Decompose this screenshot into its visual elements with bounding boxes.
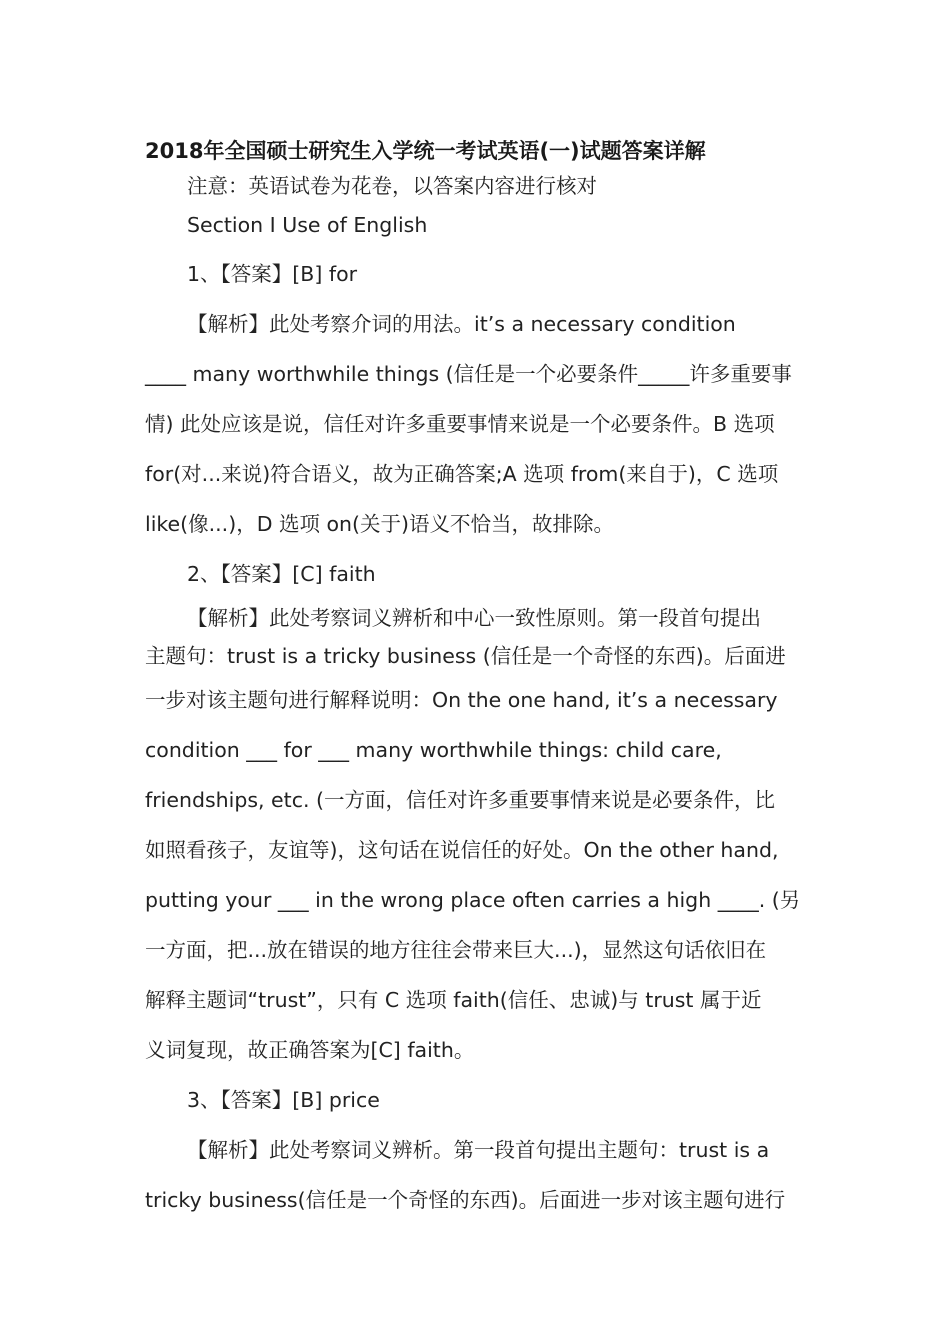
- document-body: [145, 135, 805, 1225]
- q2-line-6: 如照看孩子，友谊等)，这句话在说信任的好处。On the other hand,: [145, 838, 779, 862]
- q2-line-2: 主题句：trust is a tricky business (信任是一个奇怪的东西)。后面进: [145, 644, 786, 668]
- q1-line-4: for(对...来说)符合语义，故为正确答案;A 选项 from(来自于)，C 选项: [145, 462, 779, 486]
- section-heading: Section I Use of English: [187, 213, 428, 237]
- q2-line-5: friendships, etc. (一方面，信任对许多重要事情来说是必要条件，比: [145, 788, 776, 812]
- q2-answer: 2、【答案】[C] faith: [187, 562, 376, 586]
- q2-line-4: condition ___ for ___ many worthwhile things: child care,: [145, 738, 722, 762]
- q2-line-10: 义词复现，故正确答案为[C] faith。: [145, 1038, 475, 1062]
- q3-explanation: [145, 1125, 805, 1225]
- q3-answer: 3、【答案】[B] price: [187, 1088, 380, 1112]
- q2-line-3: 一步对该主题句进行解释说明：On the one hand, it’s a necessary: [145, 688, 778, 712]
- exam-note: 注意：英语试卷为花卷，以答案内容进行核对: [187, 174, 597, 198]
- q3-line-2: tricky business(信任是一个奇怪的东西)。后面进一步对该主题句进行: [145, 1188, 786, 1212]
- document-title: 2018年全国硕士研究生入学统一考试英语(一)试题答案详解: [145, 139, 706, 163]
- q1-line-2: ____ many worthwhile things (信任是一个必要条件_____许多重要事: [145, 362, 792, 386]
- q1-line-5: like(像...)，D 选项 on(关于)语义不恰当，故排除。: [145, 512, 615, 536]
- q2-explanation-cont: [145, 675, 805, 1075]
- q2-line-1: 【解析】此处考察词义辨析和中心一致性原则。第一段首句提出: [187, 606, 761, 630]
- q1-line-1: 【解析】此处考察介词的用法。it’s a necessary condition: [187, 312, 736, 336]
- q2-line-8: 一方面，把...放在错误的地方往往会带来巨大...)，显然这句话依旧在: [145, 938, 767, 962]
- q2-explanation: [145, 599, 805, 675]
- q1-line-3: 情) 此处应该是说，信任对许多重要事情来说是一个必要条件。B 选项: [145, 412, 775, 436]
- q2-line-7: putting your ___ in the wrong place often carries a high ____. (另: [145, 888, 801, 912]
- q3-line-1: 【解析】此处考察词义辨析。第一段首句提出主题句：trust is a: [187, 1138, 770, 1162]
- q2-line-9: 解释主题词“trust”，只有 C 选项 faith(信任、忠诚)与 trust 属于近: [145, 988, 762, 1012]
- q1-explanation: [145, 299, 805, 549]
- q1-answer: 1、【答案】[B] for: [187, 262, 358, 286]
